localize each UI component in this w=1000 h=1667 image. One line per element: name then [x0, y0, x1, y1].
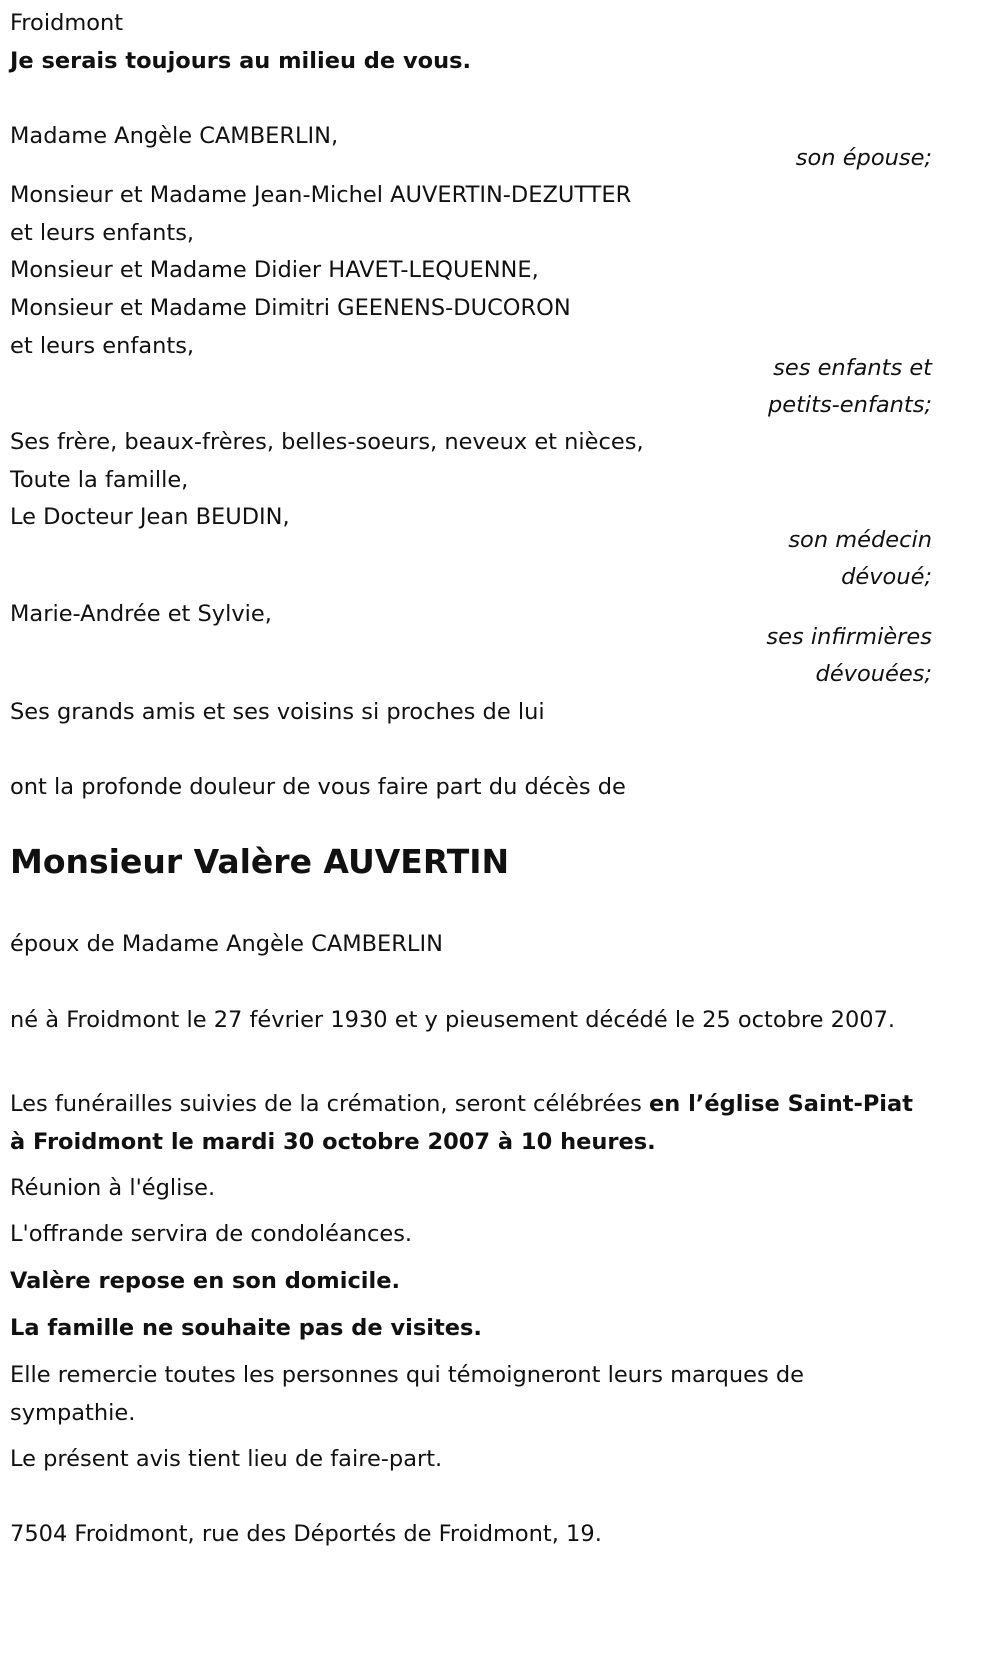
friends-line: Ses grands amis et ses voisins si proches de lui	[10, 699, 545, 725]
funeral-info	[10, 1086, 930, 1161]
children-role: ses enfants et	[773, 355, 932, 381]
others-line: Ses frère, beaux-frères, belles-soeurs, neveux et nièces,	[10, 429, 644, 455]
meeting: Réunion à l'église.	[10, 1175, 216, 1201]
children-line: et leurs enfants,	[10, 333, 195, 359]
notice: Le présent avis tient lieu de faire-part.	[10, 1446, 443, 1472]
deceased-name: Monsieur Valère AUVERTIN	[10, 842, 510, 881]
rest: Valère repose en son domicile.	[10, 1268, 401, 1294]
nurses-line: Marie-Andrée et Sylvie,	[10, 601, 272, 627]
children-role: petits-enfants;	[767, 392, 932, 418]
nurses-role: dévouées;	[815, 661, 932, 687]
funeral-intro: Les funérailles suivies de la crémation, seront célébrées	[10, 1091, 649, 1117]
nurses-role: ses infirmières	[766, 624, 932, 650]
place: Froidmont	[10, 10, 124, 36]
others-line: Toute la famille,	[10, 467, 189, 493]
address: 7504 Froidmont, rue des Déportés de Froidmont, 19.	[10, 1521, 602, 1547]
no-visits: La famille ne souhaite pas de visites.	[10, 1315, 482, 1341]
announcement: ont la profonde douleur de vous faire part du décès de	[10, 774, 626, 800]
children-line: et leurs enfants,	[10, 220, 195, 246]
offering: L'offrande servira de condoléances.	[10, 1221, 413, 1247]
spouse-line: époux de Madame Angèle CAMBERLIN	[10, 931, 443, 957]
wife-line: Madame Angèle CAMBERLIN,	[10, 123, 339, 149]
wife-role: son épouse;	[795, 145, 932, 171]
children-line: Monsieur et Madame Dimitri GEENENS-DUCORON	[10, 295, 571, 321]
funeral-details: en l’église Saint-Piat à Froidmont le mardi 30 octobre 2007 à 10 heures.	[10, 1091, 913, 1155]
others-line: Le Docteur Jean BEUDIN,	[10, 504, 290, 530]
thanks: Elle remercie toutes les personnes qui témoigneront leurs marques de sympathie.	[10, 1362, 805, 1426]
children-line: Monsieur et Madame Didier HAVET-LEQUENNE,	[10, 257, 539, 283]
children-line: Monsieur et Madame Jean-Michel AUVERTIN-DEZUTTER	[10, 182, 632, 208]
motto: Je serais toujours au milieu de vous.	[10, 48, 472, 74]
birth-death: né à Froidmont le 27 février 1930 et y pieusement décédé le 25 octobre 2007.	[10, 1007, 896, 1033]
doctor-role: dévoué;	[841, 564, 932, 590]
doctor-role: son médecin	[788, 527, 932, 553]
